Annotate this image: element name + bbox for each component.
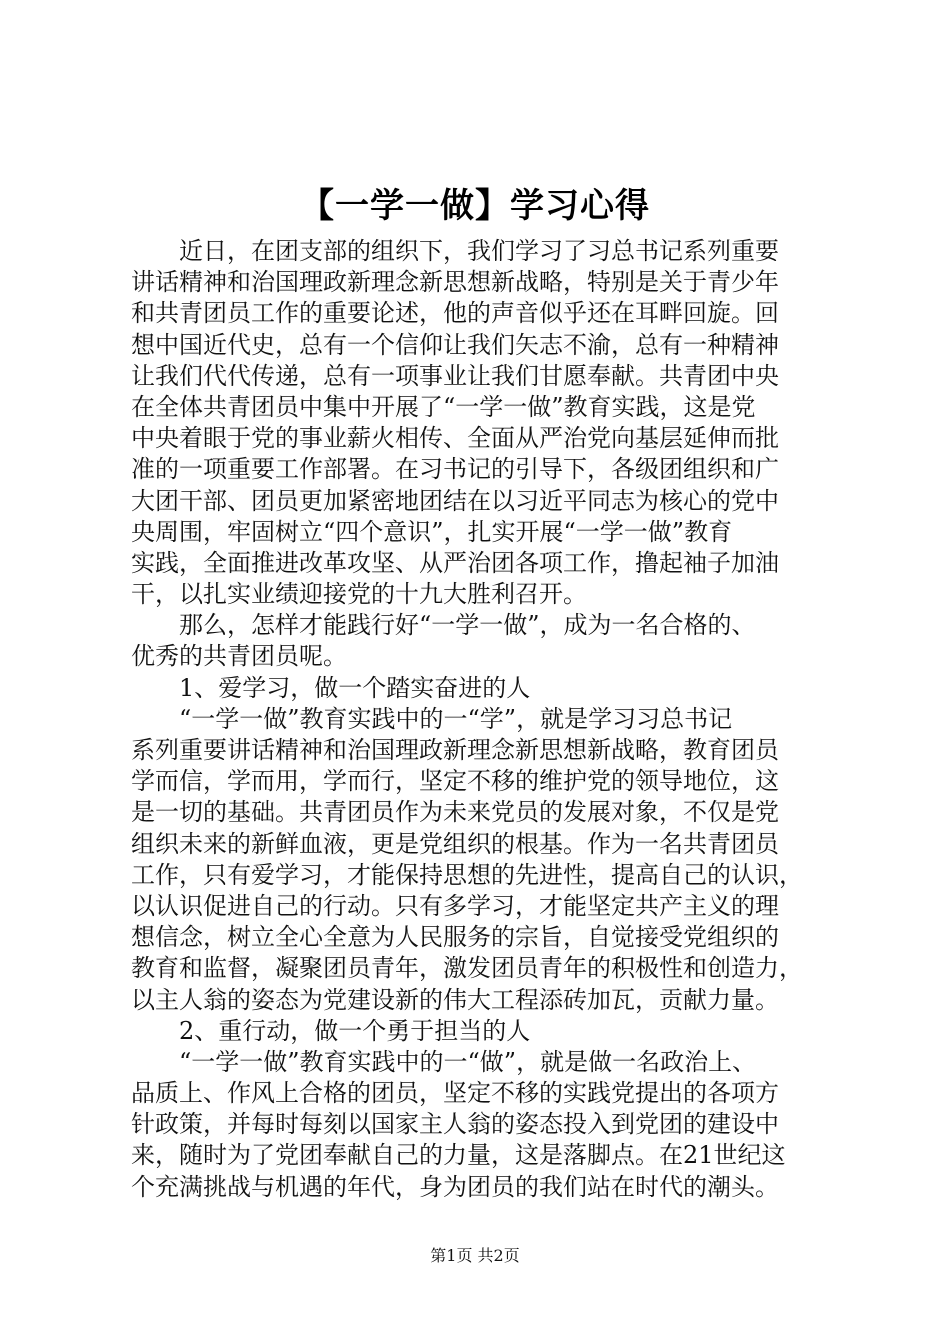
page-footer: 第1页 共2页 bbox=[430, 1246, 520, 1265]
text-line: 工作，只有爱学习，才能保持思想的先进性，提高自己的认识， bbox=[131, 860, 803, 889]
text-line: 近日，在团支部的组织下，我们学习了习总书记系列重要 bbox=[131, 237, 779, 265]
text-line: 教育和监督，凝聚团员青年，激发团员青年的积极性和创造力， bbox=[131, 954, 803, 983]
text-line: 让我们代代传递，总有一项事业让我们甘愿奉献。共青团中央 bbox=[131, 361, 779, 390]
text-line: 想信念，树立全心全意为人民服务的宗旨，自觉接受党组织的 bbox=[131, 923, 779, 952]
text-line: 干，以扎实业绩迎接党的十九大胜利召开。 bbox=[131, 580, 587, 609]
text-line: 是一切的基础。共青团员作为未来党员的发展对象，不仅是党 bbox=[131, 798, 779, 827]
text-line: 那么，怎样才能践行好“一学一做”，成为一名合格的、 bbox=[131, 611, 756, 640]
text-line: 讲话精神和治国理政新理念新思想新战略，特别是关于青少年 bbox=[131, 268, 779, 297]
text-line: 针政策，并每时每刻以国家主人翁的姿态投入到党团的建设中 bbox=[131, 1110, 779, 1139]
text-line: 在全体共青团员中集中开展了“一学一做”教育实践，这是党 bbox=[131, 392, 756, 421]
text-line: 以认识促进自己的行动。只有多学习，才能坚定共产主义的理 bbox=[131, 891, 779, 920]
text-line: 来，随时为了党团奉献自己的力量，这是落脚点。在21世纪这 bbox=[131, 1141, 786, 1170]
text-line: 以主人翁的姿态为党建设新的伟大工程添砖加瓦，贡献力量。 bbox=[131, 985, 779, 1014]
text-line: 准的一项重要工作部署。在习书记的引导下，各级团组织和广 bbox=[131, 455, 779, 484]
text-line: 品质上、作风上合格的团员，坚定不移的实践党提出的各项方 bbox=[131, 1079, 779, 1108]
text-line: 个充满挑战与机遇的年代，身为团员的我们站在时代的潮头。 bbox=[131, 1172, 779, 1201]
text-line: 大团干部、团员更加紧密地团结在以习近平同志为核心的党中 bbox=[131, 486, 779, 515]
text-line: “一学一做”教育实践中的一“学”，就是学习习总书记 bbox=[131, 704, 733, 733]
text-line: 系列重要讲话精神和治国理政新理念新思想新战略，教育团员 bbox=[131, 736, 779, 764]
text-line: 和共青团员工作的重要论述，他的声音似乎还在耳畔回旋。回 bbox=[131, 299, 779, 328]
document-title: 【一学一做】学习心得 bbox=[300, 186, 650, 226]
text-line: 学而信，学而用，学而行，坚定不移的维护党的领导地位，这 bbox=[131, 767, 779, 796]
text-line: 中央着眼于党的事业薪火相传、全面从严治党向基层延伸而批 bbox=[131, 424, 779, 453]
text-line: “一学一做”教育实践中的一“做”，就是做一名政治上、 bbox=[131, 1047, 757, 1076]
text-line: 优秀的共青团员呢。 bbox=[131, 642, 347, 671]
text-line: 想中国近代史，总有一个信仰让我们矢志不渝，总有一种精神 bbox=[131, 330, 779, 359]
section-heading: 1、爱学习，做一个踏实奋进的人 bbox=[131, 673, 531, 702]
text-line: 实践，全面推进改革攻坚、从严治团各项工作，撸起袖子加油 bbox=[131, 548, 779, 577]
text-line: 央周围，牢固树立“四个意识”，扎实开展“一学一做”教育 bbox=[131, 517, 733, 546]
text-line: 组织未来的新鲜血液，更是党组织的根基。作为一名共青团员 bbox=[131, 829, 779, 858]
document-body bbox=[131, 236, 831, 1203]
section-heading: 2、重行动，做一个勇于担当的人 bbox=[131, 1016, 531, 1045]
